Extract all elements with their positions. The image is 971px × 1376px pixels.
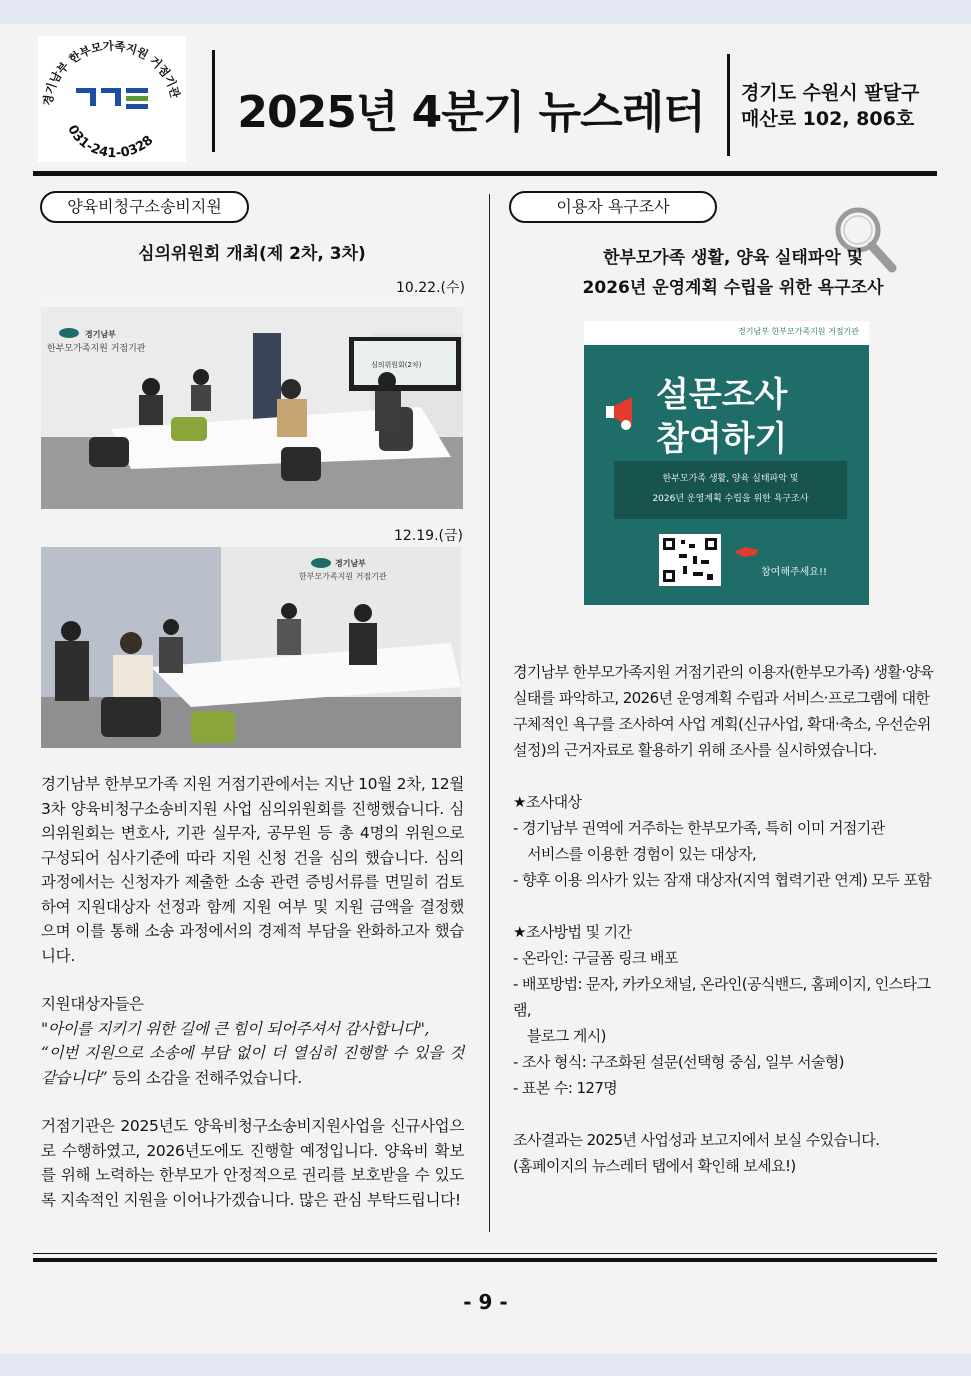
- date-1: 10.22.(수): [396, 280, 465, 296]
- address: [741, 80, 961, 132]
- left-paragraph-2: [41, 992, 464, 1090]
- meeting-photo-1: [41, 297, 463, 509]
- poster-cta: 참여해주세요!!: [761, 567, 827, 578]
- target-item-1b: 서비스를 이용한 경험이 있는 대상자,: [527, 845, 757, 863]
- header-divider-right: [727, 54, 730, 156]
- target-item-2: - 향후 이용 의사가 있는 잠재 대상자(지역 협력기관 연계) 모두 포함: [513, 871, 932, 889]
- survey-poster: [584, 321, 869, 605]
- target-title: ★조사대상: [513, 793, 582, 811]
- column-divider: [489, 194, 490, 1232]
- poster-big-line-2: 참여하기: [656, 419, 788, 459]
- wall-sign-line-2: 한부모가족지원 거점기관: [47, 344, 146, 354]
- wall-sign-line-1: 경기남부: [85, 330, 116, 339]
- method-item-2a: - 배포방법: 문자, 카카오채널, 온라인(공식밴드, 홈페이지, 인스타그램,: [513, 975, 931, 1019]
- section-label-right: 이용자 욕구조사: [509, 191, 717, 223]
- testimonial-quote-2: “이번 지원으로 소송에 부담 없이 더 열심히 진행할 수 있을 것 같습니다”: [41, 1044, 464, 1087]
- poster-caption-line-2: 2026년 운영계획 수립을 위한 욕구조사: [652, 494, 809, 504]
- footer-rule-thin: [33, 1253, 937, 1254]
- footer-rule-thick: [33, 1258, 937, 1262]
- screen-text: 심의위원회(2차): [371, 361, 422, 369]
- pointing-hand-icon: [732, 543, 760, 561]
- left-article: [41, 772, 464, 1236]
- left-paragraph-3: 거점기관은 2025년도 양육비청구소송비지원사업을 신규사업으로 수행하였고, 2026년도에도 진행할 예정입니다. 양육비 확보를 위해 노력하는 한부모가 안정적으로 권리를 보호받을 수 있도록 지속적인 지원을 이어나가겠습니다. 많은 관심 부탁드립니다!: [41, 1117, 464, 1209]
- newsletter-page: [0, 24, 971, 1354]
- left-paragraph-1: 경기남부 한부모가족 지원 거점기관에서는 지난 10월 2차, 12월 3차 양육비청구소송비지원 사업 심의위원회를 진행했습니다. 심의위원회는 변호사, 기관 실무자, 공무원 등 총 4명의 위원으로 구성되어 심사기준에 따라 지원 신청 건을 심의 했습니다. 심의과정에서는 신청자가 제출한 소송 관련 증빙서류를 면밀히 검토하여 지원대상자 선정과 함께 지원 여부 및 지원 금액을 결정했으며 이를 통해 소송 과정에서의 경제적 부담을 완화하고자 했습니다.: [41, 775, 464, 965]
- method-item-1: - 온라인: 구글폼 링크 배포: [513, 949, 678, 967]
- testimonial-quote-1: "아이를 지키기 위한 길에 큰 힘이 되어주셔서 감사합니다",: [41, 1019, 430, 1038]
- header-divider-left: [212, 50, 215, 152]
- svg-text:031-241-0328: [64, 123, 156, 161]
- poster-big-text: [656, 373, 787, 461]
- method-item-3: - 조사 형식: 구조화된 설문(선택형 중심, 일부 서술형): [513, 1053, 844, 1071]
- method-item-2b: 블로그 게시): [527, 1027, 606, 1045]
- newsletter-title: 2025년 4분기 뉴스레터: [237, 87, 705, 138]
- right-intro: 경기남부 한부모가족지원 거점기관의 이용자(한부모가족) 생활·양육 실태를 파악하고, 2026년 운영계획 수립과 서비스·프로그램에 대한 구체적인 욕구를 조사하여 사업 계획(신규사업, 확대·축소, 우선순위 설정)의 근거자료로 활용하기 위해 조사를 실시하였습니다.: [513, 663, 934, 759]
- organization-logo: [38, 36, 186, 162]
- meeting-photo-2: [41, 547, 461, 748]
- page-number: - 9 -: [463, 1290, 508, 1314]
- date-2: 12.19.(금): [394, 528, 463, 544]
- wall-sign-2-line-1: 경기남부: [335, 559, 366, 568]
- right-heading: [513, 243, 953, 303]
- svg-text:경기남부 한부모가족지원 거점기관: [41, 39, 183, 107]
- poster-org: 경기남부 한부모가족지원 거점기관: [737, 327, 859, 336]
- logo-phone: 031-241-0328: [64, 122, 157, 162]
- logo-mark-icon: [76, 88, 148, 109]
- logo-arc-text: 경기남부 한부모가족지원 거점기관: [40, 38, 183, 107]
- megaphone-icon: [606, 391, 650, 437]
- left-heading: 심의위원회 개최(제 2차, 3차): [138, 244, 366, 264]
- method-item-4: - 표본 수: 127명: [513, 1079, 618, 1097]
- right-article: [513, 659, 941, 1179]
- target-item-1a: - 경기남부 권역에 거주하는 한부모가족, 특히 이미 거점기관: [513, 819, 885, 837]
- poster-header: [584, 321, 869, 345]
- result-line-2: (홈페이지의 뉴스레터 탭에서 확인해 보세요!): [513, 1157, 796, 1175]
- right-heading-line-1: 한부모가족 생활, 양육 실태파악 및: [602, 248, 864, 268]
- section-label-left: 양육비청구소송비지원: [40, 191, 249, 223]
- left-paragraph-2-end: 등의 소감을 전해주었습니다.: [107, 1068, 302, 1087]
- right-heading-line-2: 2026년 운영계획 수립을 위한 욕구조사: [582, 278, 884, 298]
- left-paragraph-2-intro: 지원대상자들은: [41, 995, 144, 1013]
- poster-caption-box: [614, 461, 847, 519]
- result-line-1: 조사결과는 2025년 사업성과 보고지에서 보실 수있습니다.: [513, 1131, 880, 1149]
- qr-code[interactable]: [659, 534, 721, 586]
- poster-big-line-1: 설문조사: [656, 375, 788, 415]
- header-rule: [33, 171, 937, 176]
- method-title: ★조사방법 및 기간: [513, 923, 632, 941]
- address-line-2: 매산로 102, 806호: [741, 108, 915, 130]
- poster-caption-line-1: 한부모가족 생활, 양육 실태파악 및: [662, 474, 799, 484]
- wall-sign-2-line-2: 한부모가족지원 거점기관: [299, 572, 387, 581]
- address-line-1: 경기도 수원시 팔달구: [741, 82, 920, 104]
